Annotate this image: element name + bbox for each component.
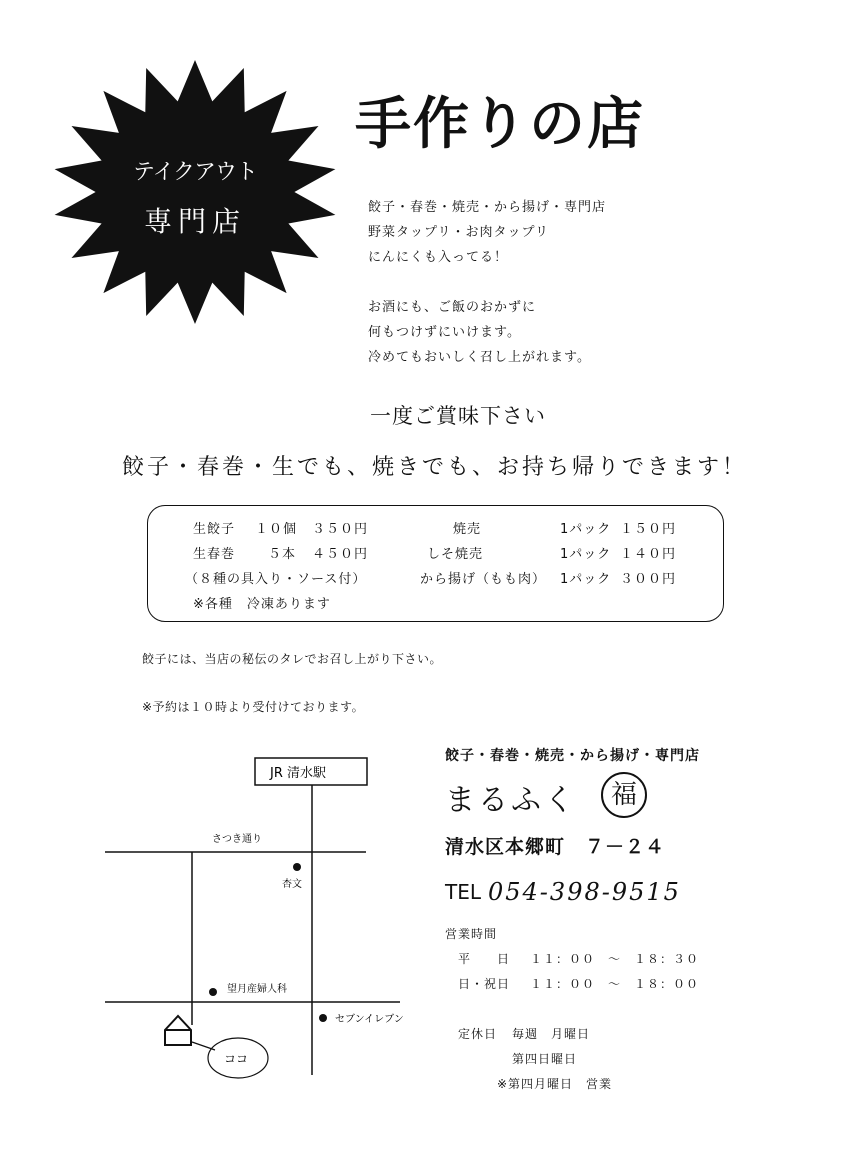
menu-item-price: １５０円 <box>620 522 677 537</box>
closed-note: ※第四月曜日 営業 <box>497 1077 613 1091</box>
fuku-mark: 福 <box>601 772 647 818</box>
landmark-dot <box>293 863 301 871</box>
menu-item-name: 生餃子 <box>193 522 236 537</box>
menu-item-price: ４５０円 <box>312 547 369 562</box>
shop-category: 餃子・春巻・焼売・から揚げ・専門店 <box>445 748 700 764</box>
hours-day: 平 日 <box>458 952 511 966</box>
frozen-note: ※各種 冷凍あります <box>193 597 331 612</box>
closed-day: 第四日曜日 <box>512 1052 578 1066</box>
menu-item-qty: 1パック <box>560 547 612 562</box>
headline: 餃子・春巻・生でも、焼きでも、お持ち帰りできます！ <box>122 455 748 480</box>
landmark2-label: 望月産婦人科 <box>227 984 287 995</box>
hours-time: １１：００ ～ １８：００ <box>530 977 700 991</box>
intro-line: 何もつけずにいけます。 <box>368 325 521 340</box>
menu-item-name: 生春巻 <box>193 547 236 562</box>
hours-day: 日・祝日 <box>458 977 511 991</box>
badge-line2: 専門店 <box>143 205 246 238</box>
menu-item-qty: ５本 <box>268 547 297 562</box>
shop-name: まるふく <box>445 783 577 818</box>
hours-time: １１：００ ～ １８：３０ <box>530 952 700 966</box>
intro-line: にんにくも入ってる！ <box>368 250 509 265</box>
tel-label: TEL <box>445 880 481 904</box>
menu-item-name: から揚げ（もも肉） <box>420 572 547 587</box>
starburst-shape <box>55 60 336 324</box>
closed-day: 毎週 月曜日 <box>512 1027 591 1041</box>
landmark-dot <box>319 1014 327 1022</box>
intro-line: 野菜タップリ・お肉タップリ <box>368 225 549 240</box>
menu-item-qty: １０個 <box>255 522 298 537</box>
page-title: 手作りの店 <box>355 92 645 157</box>
menu-note: （８種の具入り・ソース付） <box>185 572 367 587</box>
menu-item-name: しそ焼売 <box>427 547 484 562</box>
tel-number[interactable]: 054-398-9515 <box>488 878 681 906</box>
intro-line: 餃子・春巻・焼売・から揚げ・専門店 <box>368 200 607 215</box>
hours-title: 営業時間 <box>445 927 498 941</box>
station-label: JR 清水駅 <box>270 766 326 781</box>
landmark-dot <box>209 988 217 996</box>
starburst-badge <box>50 60 340 325</box>
closed-label: 定休日 <box>458 1027 498 1041</box>
menu-item-price: １４０円 <box>620 547 677 562</box>
landmark1-label: 杏文 <box>282 879 302 890</box>
menu-item-name: 焼売 <box>453 522 482 537</box>
here-label: ココ <box>224 1052 249 1066</box>
badge-line1: テイクアウト <box>132 160 258 185</box>
menu-item-price: ３００円 <box>620 572 677 587</box>
sauce-note: 餃子には、当店の秘伝のタレでお召し上がり下さい。 <box>142 652 443 666</box>
intro-line: 冷めてもおいしく召し上がれます。 <box>368 350 591 365</box>
intro-line: お酒にも、ご飯のおかずに <box>368 300 537 315</box>
menu-item-qty: 1パック <box>560 522 612 537</box>
reservation-note: ※予約は１０時より受付けております。 <box>142 700 365 714</box>
street-label: さつき通り <box>212 834 262 845</box>
menu-item-qty: 1パック <box>560 572 612 587</box>
tagline: 一度ご賞味下さい <box>370 404 546 428</box>
access-map <box>100 750 430 1090</box>
menu-item-price: ３５０円 <box>312 522 369 537</box>
shop-address: 清水区本郷町 ７－２４ <box>445 836 666 858</box>
landmark3-label: セブンイレブン <box>335 1014 404 1025</box>
